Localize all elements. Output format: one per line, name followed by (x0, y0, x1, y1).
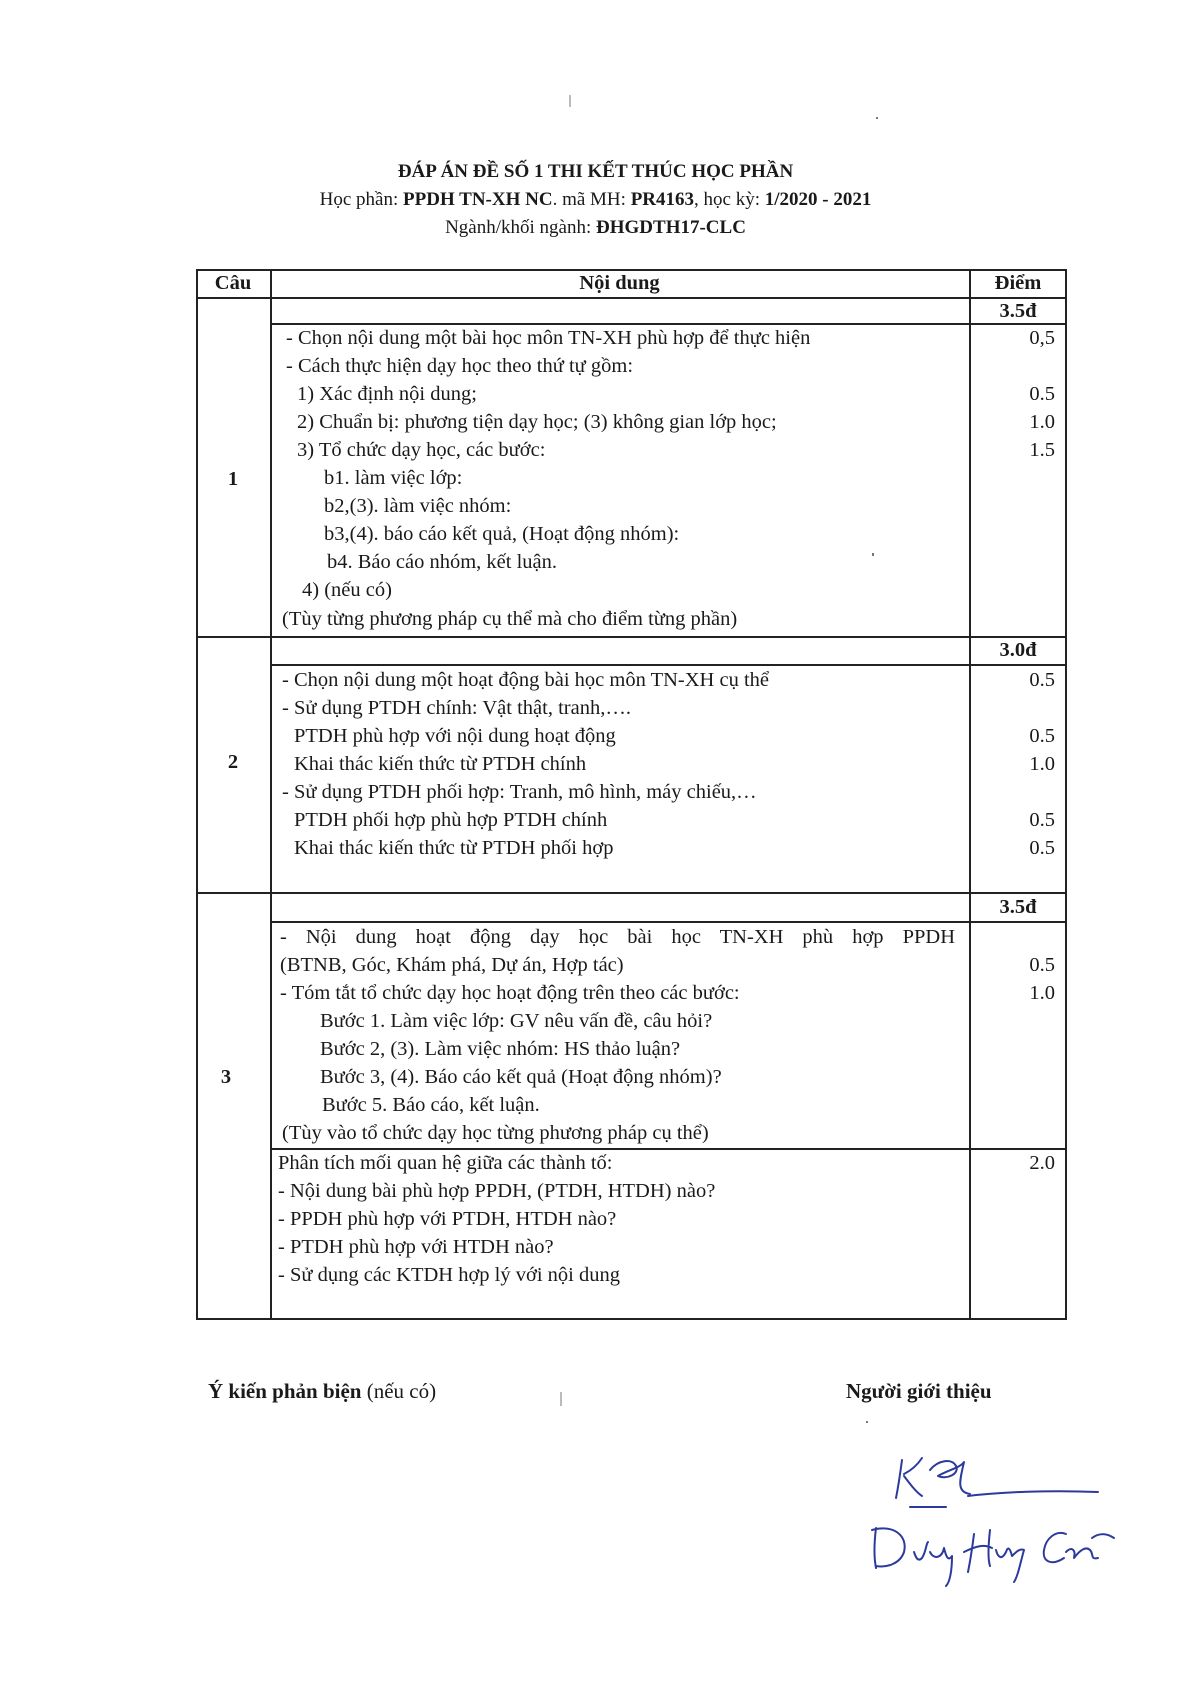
q2-total-score: 3.0đ (999, 639, 1037, 661)
q1-line-11: (Tùy từng phương pháp cụ thể mà cho điểm từng phần) (282, 608, 738, 630)
presenter-section (846, 1379, 992, 1404)
q1-line-6: b1. làm việc lớp: (324, 467, 463, 489)
scan-speck (560, 1392, 562, 1406)
q3-part2-line-5: - Sử dụng các KTDH hợp lý với nội dung (278, 1264, 620, 1286)
column-header-score: Điểm (994, 272, 1042, 294)
q2-line-6: PTDH phối hợp phù hợp PTDH chính (294, 809, 608, 831)
document-header (0, 158, 1191, 242)
q2-score-2: 0.5 (1029, 725, 1055, 747)
semester: 1/2020 - 2021 (764, 189, 872, 210)
course-line: Học phần: PPDH TN-XH NC. mã MH: PR4163, học kỳ: 1/2020 - 2021 (319, 189, 872, 210)
scan-speck (872, 553, 874, 556)
q3-part2-line-2: - Nội dung bài phù hợp PPDH, (PTDH, HTDH) nào? (278, 1180, 716, 1202)
q1-line-9: b4. Báo cáo nhóm, kết luận. (327, 551, 558, 573)
q1-line-4: 2) Chuẩn bị: phương tiện dạy học; (3) không gian lớp học; (297, 411, 777, 433)
column-header-content: Nội dung (579, 272, 660, 294)
q3-line-4: Bước 1. Làm việc lớp: GV nêu vấn đề, câu hỏi? (320, 1010, 713, 1032)
q3-part2-line-3: - PPDH phù hợp với PTDH, HTDH nào? (278, 1208, 617, 1230)
row-divider-q1-q2 (196, 636, 1067, 638)
column-divider-2 (969, 269, 971, 1320)
signature-image (860, 1440, 1125, 1590)
q1-line-3: 1) Xác định nội dung; (297, 383, 477, 405)
q2-line-7: Khai thác kiến thức từ PTDH phối hợp (294, 837, 614, 859)
q1-total-score: 3.5đ (999, 300, 1037, 322)
q3-line-1: - Nội dung hoạt động dạy học bài học TN-XH phù hợp PPDH (280, 926, 955, 948)
q1-line-10: 4) (nếu có) (302, 579, 392, 601)
q1-score-2: 0.5 (1029, 383, 1055, 405)
q3-part2-score: 2.0 (1029, 1152, 1055, 1174)
table-border-bottom (196, 1318, 1067, 1320)
q3-line-3: - Tóm tắt tổ chức dạy học hoạt động trên theo các bước: (280, 982, 740, 1004)
course-code: PR4163 (630, 189, 695, 210)
question-number-3: 3 (220, 1066, 232, 1088)
q3-line-5: Bước 2, (3). Làm việc nhóm: HS thảo luận? (320, 1038, 681, 1060)
q2-line-2: - Sử dụng PTDH chính: Vật thật, tranh,…. (282, 697, 631, 719)
review-section (208, 1379, 436, 1404)
q3-score-2: 1.0 (1029, 982, 1055, 1004)
course-name: PPDH TN-XH NC (403, 189, 553, 210)
document-title: ĐÁP ÁN ĐỀ SỐ 1 THI KẾT THÚC HỌC PHẦN (397, 161, 794, 182)
major-name: ĐHGDTH17-CLC (596, 217, 746, 238)
q3-line-2: (BTNB, Góc, Khám phá, Dự án, Hợp tác) (280, 954, 624, 976)
q1-line-1: - Chọn nội dung một bài học môn TN-XH phù hợp để thực hiện (286, 327, 811, 349)
scan-speck (876, 117, 878, 119)
q1-score-1: 0,5 (1029, 327, 1055, 349)
q2-line-3: PTDH phù hợp với nội dung hoạt động (294, 725, 616, 747)
row-divider-q2-q3 (196, 892, 1067, 894)
answer-table (196, 269, 1067, 1320)
q2-score-4: 0.5 (1029, 809, 1055, 831)
q1-line-5: 3) Tổ chức dạy học, các bước: (297, 439, 546, 461)
column-divider-1 (270, 269, 272, 1320)
q3-line-8: (Tùy vào tổ chức dạy học từng phương pháp cụ thể) (282, 1122, 709, 1144)
table-border-right (1065, 269, 1067, 1320)
q1-line-2: - Cách thực hiện dạy học theo thứ tự gồm: (286, 355, 634, 377)
major-line: Ngành/khối ngành: ĐHGDTH17-CLC (445, 217, 746, 238)
table-border-left (196, 269, 198, 1320)
q2-line-1: - Chọn nội dung một hoạt động bài học môn TN-XH cụ thể (282, 669, 770, 691)
q3-line-7: Bước 5. Báo cáo, kết luận. (322, 1094, 540, 1116)
q3-score-1: 0.5 (1029, 954, 1055, 976)
q3-line-6: Bước 3, (4). Báo cáo kết quả (Hoạt động nhóm)? (320, 1066, 722, 1088)
q2-score-3: 1.0 (1029, 753, 1055, 775)
q3-part2-line-4: - PTDH phù hợp với HTDH nào? (278, 1236, 554, 1258)
q2-line-4: Khai thác kiến thức từ PTDH chính (294, 753, 587, 775)
q1-score-4: 1.5 (1029, 439, 1055, 461)
q2-line-5: - Sử dụng PTDH phối hợp: Tranh, mô hình, máy chiếu,… (282, 781, 757, 803)
scan-speck (866, 1421, 868, 1423)
scan-speck (569, 95, 571, 107)
q1-line-8: b3,(4). báo cáo kết quả, (Hoạt động nhóm): (324, 523, 680, 545)
review-label: Ý kiến phản biện (208, 1379, 362, 1403)
question-number-2: 2 (227, 751, 239, 773)
q3-part2-line-1: Phân tích mối quan hệ giữa các thành tố: (278, 1152, 613, 1174)
review-note: (nếu có) (361, 1379, 437, 1403)
q1-line-7: b2,(3). làm việc nhóm: (324, 495, 512, 517)
q3-total-score: 3.5đ (999, 896, 1037, 918)
column-header-question: Câu (214, 272, 252, 294)
header-row-divider (196, 297, 1067, 299)
q2-score-1: 0.5 (1029, 669, 1055, 691)
presenter-label: Người giới thiệu (846, 1379, 992, 1403)
q1-score-3: 1.0 (1029, 411, 1055, 433)
q2-score-5: 0.5 (1029, 837, 1055, 859)
question-number-1: 1 (227, 468, 239, 490)
